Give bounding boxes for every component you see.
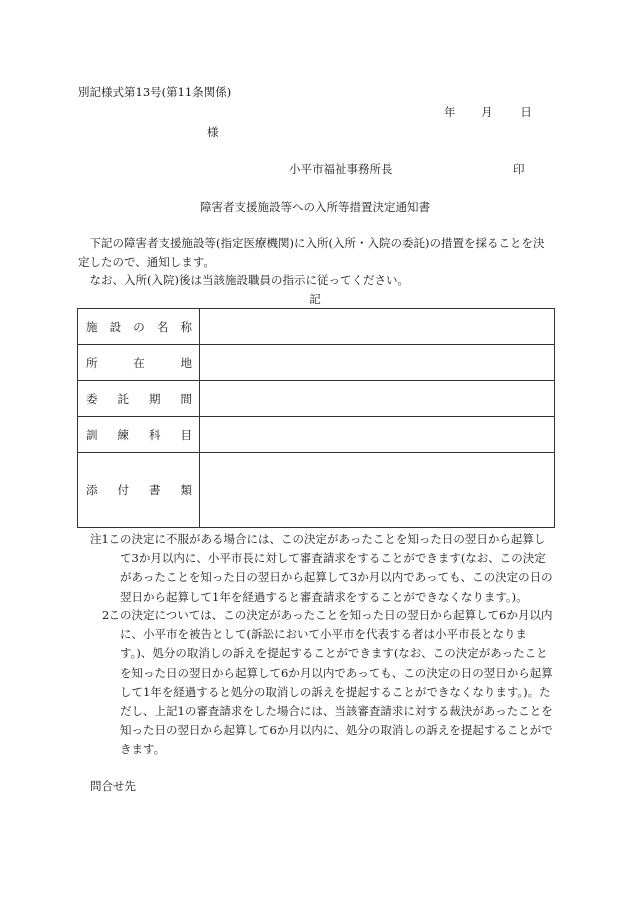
table-row — [78, 345, 555, 381]
seal-mark: 印 — [513, 162, 525, 176]
row-label-cell — [78, 453, 200, 528]
contact-label: 問合せ先 — [90, 779, 136, 793]
note-2-number: 2 — [102, 608, 110, 622]
note-1-number: 注1 — [90, 532, 109, 546]
date-year: 年 — [444, 105, 456, 119]
ki-heading: 記 — [309, 292, 321, 306]
date-month: 月 — [481, 105, 493, 119]
row-label-cell — [78, 309, 200, 345]
issuer-name: 小平市福祉事務所長 — [289, 162, 393, 176]
period-value — [200, 381, 555, 417]
date-line — [444, 104, 532, 120]
table-row — [78, 309, 555, 345]
date-day: 日 — [520, 105, 532, 119]
row-label-cell — [78, 381, 200, 417]
training-label: 訓練科目 — [86, 427, 192, 442]
address-value — [200, 345, 555, 381]
form-number: 別記様式第13号(第11条関係) — [78, 85, 232, 99]
row-label-cell — [78, 345, 200, 381]
note-1-text: この決定に不服がある場合には、この決定があったことを知った日の翌日から起算して3か月以内に、小平市長に対して審査請求をすることができます(なお、この決定があったことを知った日の翌日から起算して3か月以内であっても、この決定の日の翌日から起算して1年を経過すると審査請求をすることができなくなります。)。 — [108, 532, 553, 604]
note-2-text: この決定については、この決定があったことを知った日の翌日から起算して6か月以内に、小平市を被告として(訴訟において小平市を代表する者は小平市長となります。)、処分の取消しの訴えを提起することができます(なお、この決定があったことを知った日の翌日から起算して6か月以内であっても、この決定の日の翌日から起算して1年を経過すると処分の取消しの訴えを提起することができなくなります。)。ただし、上記1の審査請求をした場合には、当該審査請求に対する裁決があったことを知った日の翌日から起算して6か月以内に、処分の取消しの訴えを提起することができます。 — [108, 608, 553, 757]
note-2 — [90, 606, 555, 760]
facility-info-table — [77, 308, 555, 528]
period-label: 委託期間 — [86, 391, 192, 406]
note-1 — [90, 530, 555, 607]
table-row — [78, 417, 555, 453]
recipient-suffix: 様 — [207, 125, 219, 139]
attachments-value — [200, 453, 555, 528]
training-value — [200, 417, 555, 453]
row-label-cell — [78, 417, 200, 453]
document-title: 障害者支援施設等への入所等措置決定通知書 — [200, 200, 430, 214]
facility-name-value — [200, 309, 555, 345]
table-row — [78, 381, 555, 417]
body-paragraph-1: 下記の障害者支援施設等(指定医療機関)に入所(入所・入院の委託)の措置を採ることを決定したので、通知します。 — [78, 236, 545, 269]
body-paragraph-2: なお、入所(入院)後は当該施設職員の指示に従ってください。 — [89, 273, 409, 287]
attachments-label: 添付書類 — [86, 483, 192, 497]
table-row — [78, 453, 555, 528]
facility-name-label: 施設の名称 — [86, 319, 192, 334]
address-label: 所在地 — [86, 355, 192, 370]
